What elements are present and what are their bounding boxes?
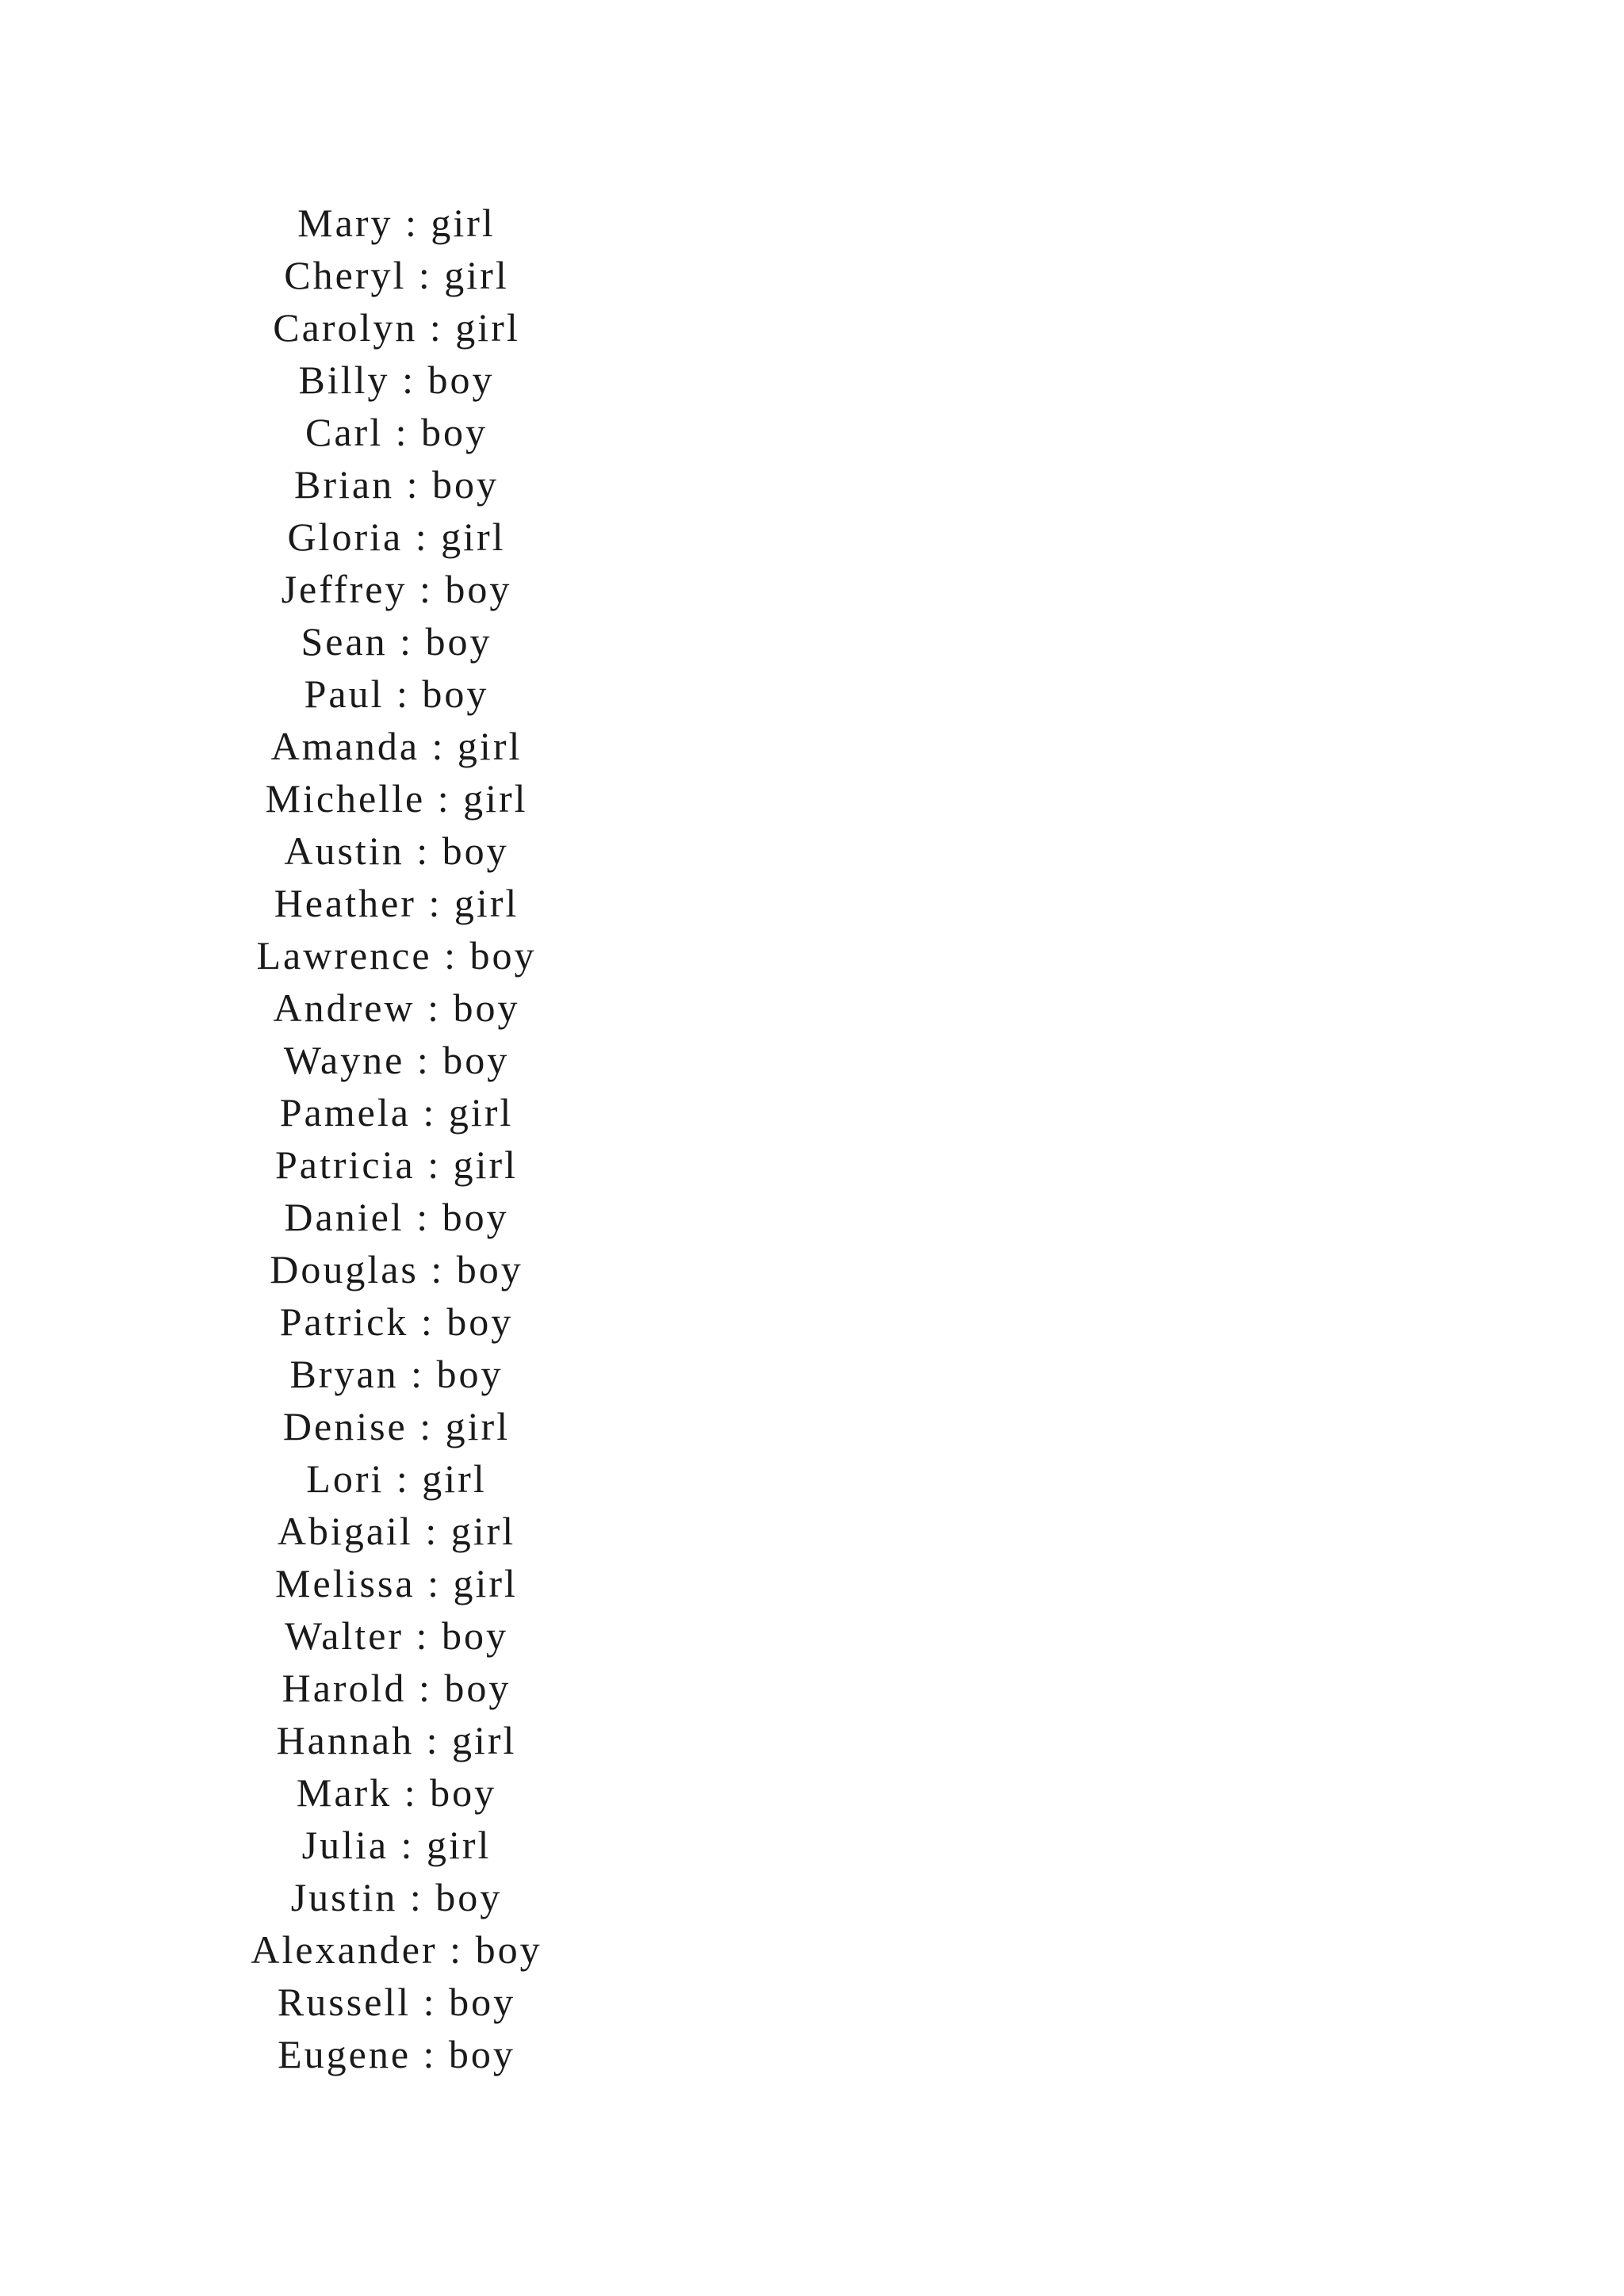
entry-label: girl — [457, 724, 523, 768]
entry-name: Wayne — [283, 1038, 405, 1082]
name-entry — [238, 1138, 555, 1191]
name-entry — [238, 354, 555, 406]
entry-name: Denise — [282, 1404, 408, 1448]
name-entry — [238, 406, 555, 458]
entry-separator: : — [389, 1823, 427, 1867]
name-entry — [238, 825, 555, 877]
entry-name: Michelle — [265, 776, 426, 821]
entry-separator: : — [411, 1980, 450, 2024]
entry-name: Justin — [290, 1875, 398, 1919]
entry-label: girl — [450, 1509, 516, 1553]
name-entry — [238, 458, 555, 511]
entry-separator: : — [418, 1247, 457, 1292]
entry-separator: : — [406, 1666, 445, 1710]
entry-separator: : — [415, 1561, 454, 1605]
entry-separator: : — [407, 567, 446, 611]
entry-name: Bryan — [289, 1352, 399, 1396]
entry-separator: : — [406, 253, 445, 297]
entry-label: boy — [446, 1299, 514, 1344]
entry-name: Hannah — [276, 1718, 415, 1762]
entry-label: boy — [422, 672, 489, 716]
name-entry — [238, 1505, 555, 1557]
entry-name: Pamela — [279, 1090, 411, 1135]
entry-label: boy — [445, 567, 512, 611]
name-entry — [238, 563, 555, 615]
name-entry — [238, 1452, 555, 1505]
entry-separator: : — [398, 1352, 437, 1396]
entry-label: boy — [442, 1195, 509, 1239]
entry-label: boy — [442, 828, 509, 873]
entry-separator: : — [394, 462, 432, 507]
entry-label: boy — [427, 358, 495, 402]
name-entry — [238, 772, 555, 825]
entry-name: Lawrence — [256, 933, 432, 978]
entry-separator: : — [404, 1038, 443, 1082]
entry-label: boy — [441, 1613, 508, 1658]
entry-name: Patricia — [274, 1142, 416, 1187]
entry-name: Russell — [277, 1980, 412, 2024]
entry-label: boy — [448, 2032, 515, 2076]
entry-label: girl — [431, 201, 496, 245]
name-entry — [238, 1662, 555, 1714]
entry-name: Eugene — [278, 2032, 412, 2076]
entry-separator: : — [431, 933, 470, 978]
name-entry — [238, 1976, 555, 2028]
name-entry — [238, 1348, 555, 1400]
name-entry — [238, 929, 555, 982]
name-entry — [238, 1819, 555, 1871]
name-entry — [238, 1714, 555, 1766]
entry-separator: : — [403, 515, 442, 559]
name-entry — [238, 249, 555, 301]
entry-name: Lori — [306, 1456, 385, 1501]
entry-separator: : — [425, 776, 464, 821]
name-entry — [238, 1609, 555, 1662]
entry-separator: : — [415, 985, 454, 1030]
entry-name: Heather — [274, 881, 416, 925]
entry-label: girl — [426, 1823, 492, 1867]
entry-name: Harold — [282, 1666, 407, 1710]
name-entry — [238, 720, 555, 772]
entry-separator: : — [407, 1404, 446, 1448]
name-entry — [238, 982, 555, 1034]
entry-separator: : — [411, 2032, 449, 2076]
entry-label: boy — [436, 1352, 504, 1396]
name-entry — [238, 1295, 555, 1348]
entry-name: Daniel — [284, 1195, 404, 1239]
entry-separator: : — [397, 1875, 436, 1919]
entry-label: boy — [425, 619, 492, 664]
entry-separator: : — [389, 358, 428, 402]
entry-separator: : — [404, 1613, 442, 1658]
entry-separator: : — [414, 1718, 452, 1762]
entry-separator: : — [408, 1299, 447, 1344]
entry-separator: : — [392, 1770, 431, 1815]
entry-label: girl — [454, 881, 519, 925]
entry-separator: : — [384, 1456, 423, 1501]
entry-separator: : — [393, 201, 431, 245]
entry-name: Jeffrey — [281, 567, 408, 611]
name-entry — [238, 1191, 555, 1243]
entry-label: boy — [469, 933, 537, 978]
entry-name: Gloria — [287, 515, 404, 559]
entry-name: Douglas — [270, 1247, 419, 1292]
entry-separator: : — [410, 1090, 449, 1135]
name-entry — [238, 668, 555, 720]
name-entry — [238, 1766, 555, 1819]
name-entry — [238, 197, 555, 249]
entry-name: Mark — [296, 1770, 393, 1815]
entry-name: Julia — [301, 1823, 389, 1867]
entry-label: boy — [435, 1875, 503, 1919]
entry-separator: : — [387, 619, 426, 664]
name-entry — [238, 615, 555, 668]
name-entry — [238, 1243, 555, 1295]
entry-label: girl — [444, 253, 509, 297]
entry-name: Paul — [304, 672, 385, 716]
name-entry — [238, 1923, 555, 1976]
entry-label: boy — [421, 410, 488, 454]
entry-separator: : — [415, 1142, 454, 1187]
entry-label: girl — [453, 1142, 519, 1187]
entry-name: Cheryl — [284, 253, 407, 297]
entry-separator: : — [384, 672, 423, 716]
entry-name: Carl — [305, 410, 384, 454]
name-entry — [238, 2028, 555, 2080]
entry-label: girl — [455, 305, 520, 350]
entry-separator: : — [383, 410, 421, 454]
entry-label: boy — [432, 462, 499, 507]
entry-label: girl — [441, 515, 506, 559]
name-entry — [238, 511, 555, 563]
entry-name: Andrew — [273, 985, 416, 1030]
entry-name: Melissa — [275, 1561, 416, 1605]
entry-label: boy — [442, 1038, 510, 1082]
entry-name: Abigail — [277, 1509, 413, 1553]
entry-name: Brian — [294, 462, 395, 507]
entry-separator: : — [417, 305, 456, 350]
entry-label: girl — [451, 1718, 517, 1762]
name-entry — [238, 1034, 555, 1086]
entry-label: boy — [430, 1770, 497, 1815]
entry-separator: : — [404, 1195, 442, 1239]
entry-name: Austin — [284, 828, 404, 873]
entry-label: boy — [453, 985, 520, 1030]
entry-name: Billy — [298, 358, 390, 402]
name-entry — [238, 1086, 555, 1138]
entry-label: girl — [463, 776, 528, 821]
entry-separator: : — [419, 724, 458, 768]
entry-label: girl — [422, 1456, 487, 1501]
entry-label: boy — [475, 1927, 542, 1972]
entry-separator: : — [437, 1927, 476, 1972]
name-label-list — [238, 197, 555, 2080]
entry-separator: : — [412, 1509, 451, 1553]
entry-name: Amanda — [270, 724, 420, 768]
entry-label: boy — [444, 1666, 511, 1710]
entry-label: girl — [448, 1090, 514, 1135]
entry-separator: : — [416, 881, 454, 925]
entry-name: Mary — [297, 201, 393, 245]
name-entry — [238, 301, 555, 354]
name-entry — [238, 877, 555, 929]
entry-name: Walter — [285, 1613, 404, 1658]
name-entry — [238, 1557, 555, 1609]
entry-name: Patrick — [279, 1299, 409, 1344]
entry-label: girl — [445, 1404, 511, 1448]
entry-separator: : — [404, 828, 442, 873]
name-entry — [238, 1871, 555, 1923]
entry-label: boy — [449, 1980, 516, 2024]
name-entry — [238, 1400, 555, 1452]
entry-name: Carolyn — [273, 305, 418, 350]
entry-label: girl — [453, 1561, 518, 1605]
entry-label: boy — [456, 1247, 523, 1292]
entry-name: Sean — [301, 619, 388, 664]
entry-name: Alexander — [251, 1927, 438, 1972]
